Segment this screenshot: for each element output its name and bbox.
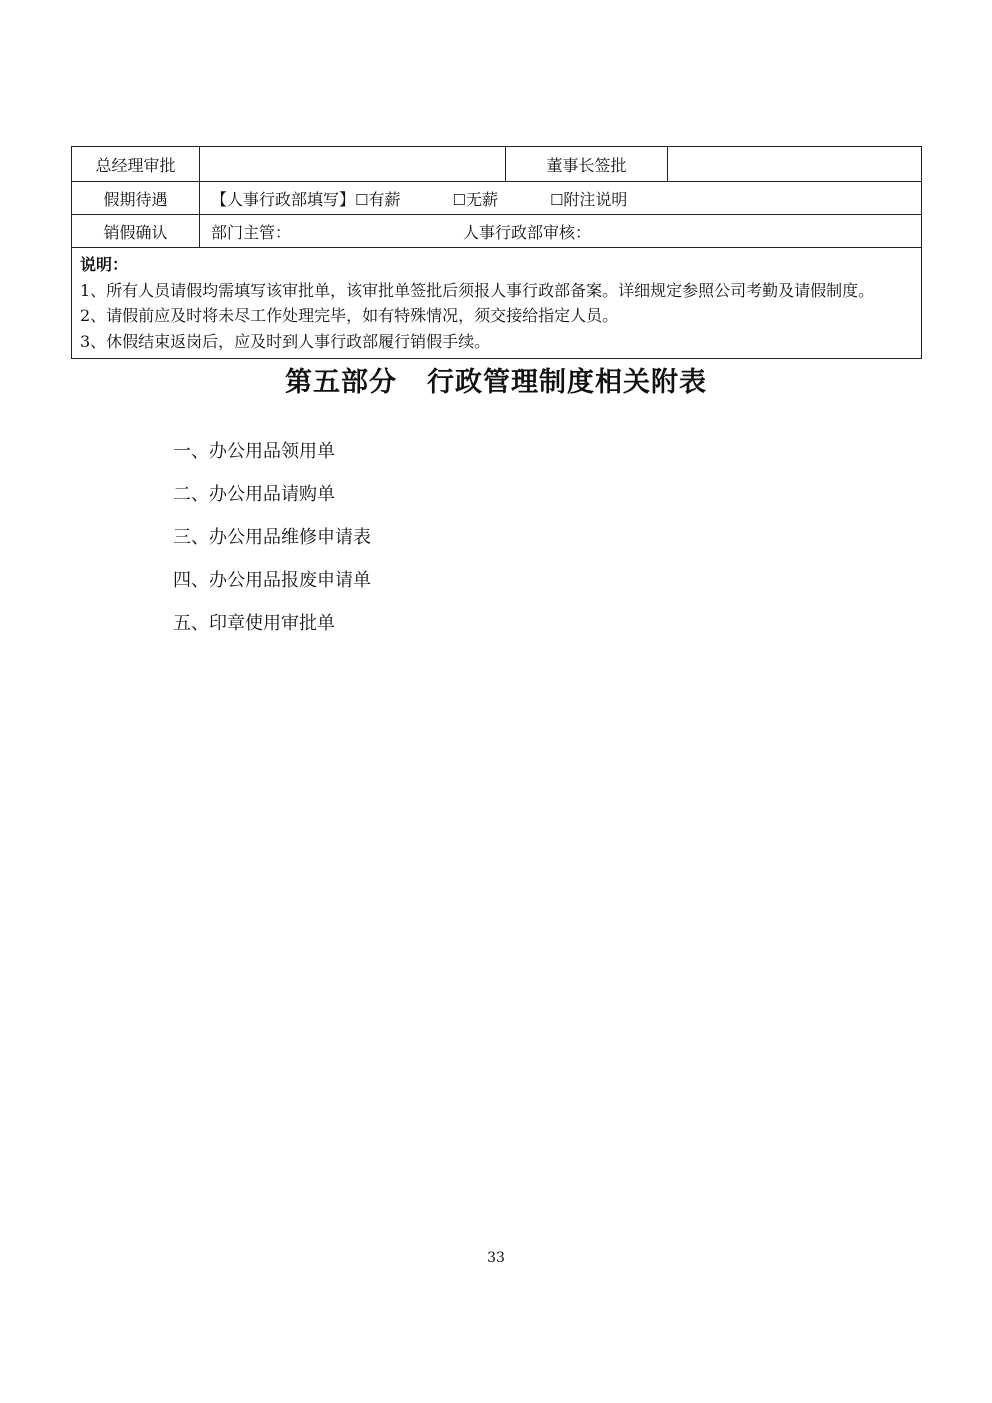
appendix-item-5: 五、印章使用审批单 — [173, 613, 335, 634]
dept-head-label: 部门主管： — [211, 222, 292, 242]
hr-fill-note: 【人事行政部填写】 — [211, 189, 356, 209]
note-item-2: 2、请假前应及时将未尽工作处理完毕，如有特殊情况，须交接给指定人员。 — [80, 306, 619, 325]
notes-cell — [72, 248, 922, 359]
appendix-item-4: 四、办公用品报废申请单 — [173, 570, 371, 591]
leave-cancel-row — [72, 215, 922, 248]
leave-cancel-label: 销假确认 — [72, 215, 200, 248]
approval-row — [72, 147, 922, 182]
hr-review-label: 人事行政部审核： — [463, 222, 592, 242]
notes-title: 说明： — [80, 255, 129, 274]
chairman-approval-label: 董事长签批 — [506, 147, 668, 182]
leave-pay-row — [72, 182, 922, 215]
notes-row — [72, 248, 922, 359]
gm-approval-cell[interactable] — [200, 147, 506, 182]
option-unpaid: 无薪 — [465, 189, 498, 209]
note-item-1: 1、所有人员请假均需填写该审批单，该审批单签批后须报人事行政部备案。详细规定参照公司考勤及请假制度。 — [80, 280, 875, 300]
checkbox-paid-icon[interactable]: ☐ — [355, 190, 369, 209]
leave-cancel-cell — [200, 215, 922, 248]
section-title — [0, 360, 992, 399]
appendix-list — [173, 436, 371, 651]
page-number: 33 — [487, 1250, 505, 1266]
section-name: 行政管理制度相关附表 — [427, 367, 707, 398]
appendix-item-3: 三、办公用品维修申请表 — [173, 527, 371, 548]
appendix-item-1: 一、办公用品领用单 — [173, 441, 335, 462]
chairman-approval-cell[interactable] — [668, 147, 922, 182]
checkbox-unpaid-icon[interactable]: ☐ — [452, 190, 466, 209]
checkbox-remarks-icon[interactable]: ☐ — [549, 190, 564, 209]
appendix-item-2: 二、办公用品请购单 — [173, 484, 335, 505]
leave-pay-options — [200, 182, 922, 215]
leave-approval-form-table — [71, 146, 922, 359]
leave-pay-label: 假期待遇 — [72, 182, 200, 215]
note-item-3: 3、休假结束返岗后，应及时到人事行政部履行销假手续。 — [80, 331, 491, 351]
section-part: 第五部分 — [285, 367, 397, 398]
gm-approval-label: 总经理审批 — [72, 147, 200, 182]
option-remarks: 附注说明 — [563, 189, 628, 209]
option-paid: 有薪 — [368, 189, 401, 209]
